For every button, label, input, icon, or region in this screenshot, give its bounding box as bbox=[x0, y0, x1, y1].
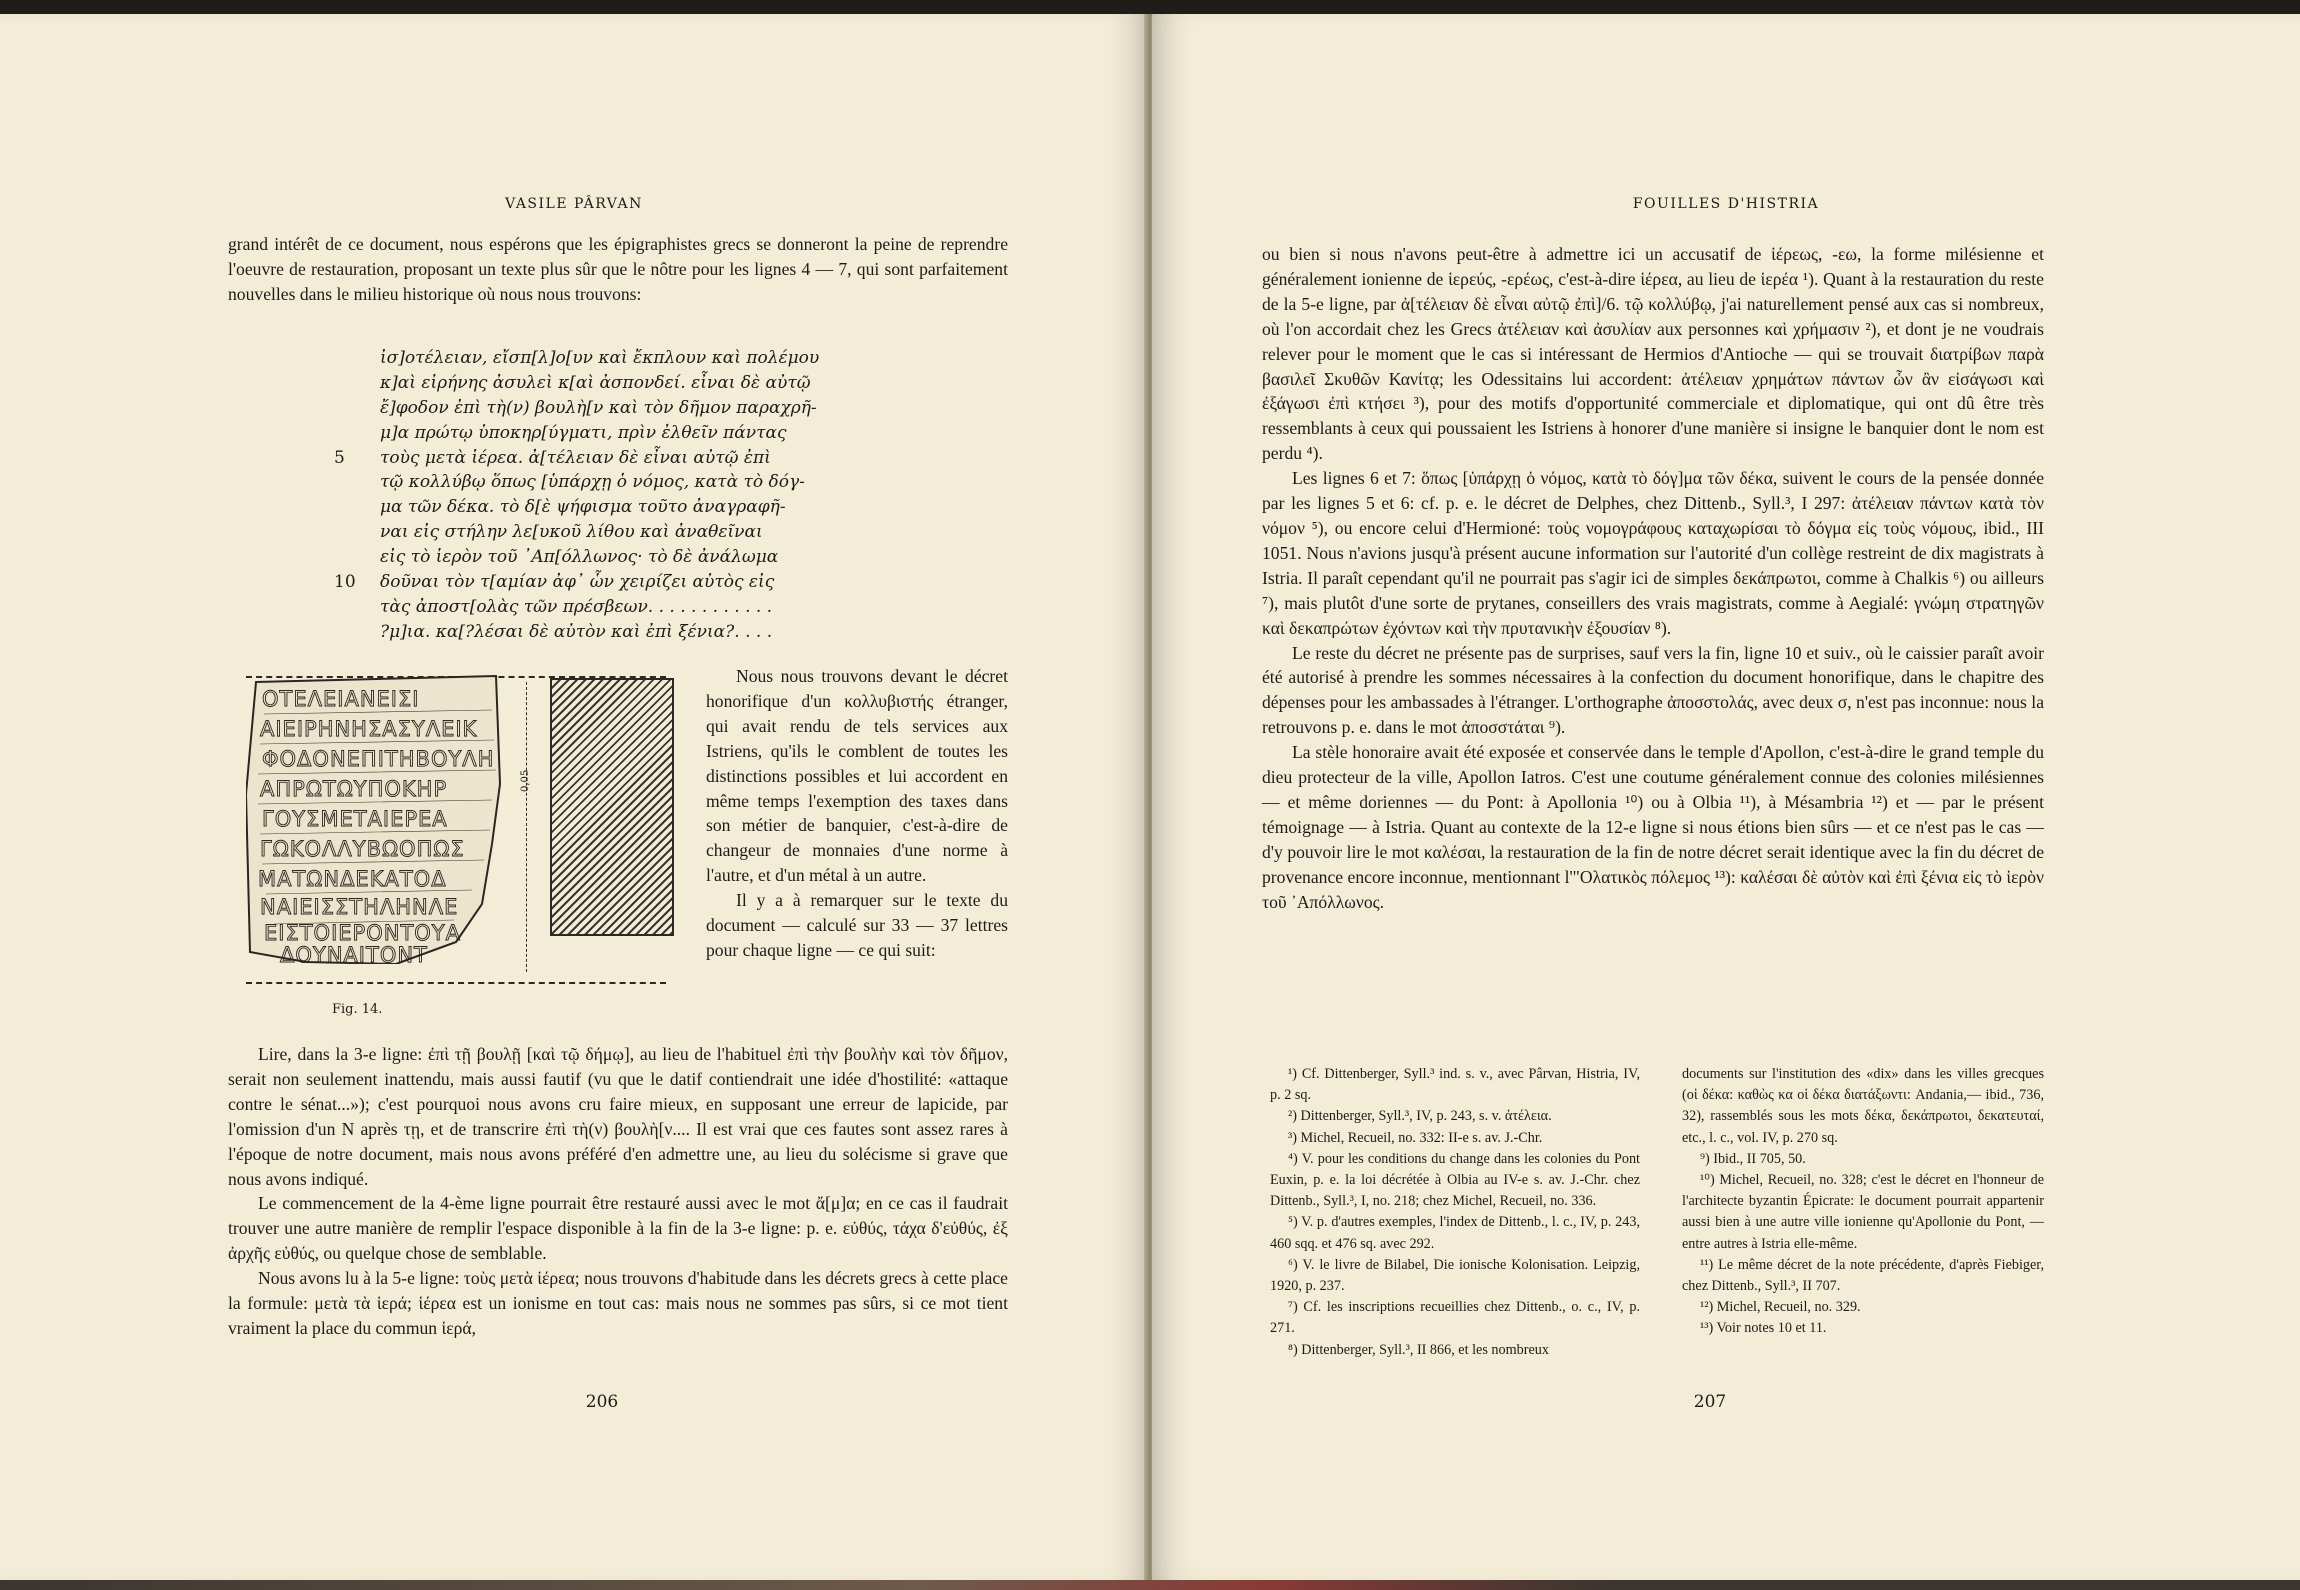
page-number-right: 207 bbox=[1693, 1392, 1727, 1412]
line-text: τὰς ἀποστ[ολὰς τῶν πρέσβεων. . . . . . . . . . . . bbox=[380, 596, 773, 617]
left-page bbox=[0, 14, 1148, 1580]
footnote: documents sur l'institution des «dix» dans les villes grecques (οἱ δέκα: καθὼς κα οἱ δέκα διατάξωντι: Andania,— ibid., 736, 32), rassemblés sous les mots δέκα, δεκάπρωτοι, δεκατευταί, etc., l. c., vol. IV, p. 270 sq. bbox=[1682, 1066, 2044, 1146]
right-body-text bbox=[1262, 242, 2044, 914]
svg-text:ΔΟΥΝΑΙΤΟΝΤ: ΔΟΥΝΑΙΤΟΝΤ bbox=[280, 943, 428, 964]
svg-text:ΓΟΥΣΜΕΤΑΙΕΡΕΑ: ΓΟΥΣΜΕΤΑΙΕΡΕΑ bbox=[262, 807, 448, 831]
inscription-line bbox=[334, 570, 820, 595]
line-text: τῷ κολλύβῳ ὅπως [ὑπάρχῃ ὁ νόμος, κατὰ τὸ δόγ- bbox=[380, 472, 805, 493]
running-head-right: FOUILLES D'HISTRIA bbox=[1632, 196, 1820, 212]
inscription-stone-drawing bbox=[246, 674, 504, 964]
footnote: ⁵) V. p. d'autres exemples, l'index de Dittenb., l. c., IV, p. 243, 460 sqq. et 476 sq. avec 292. bbox=[1270, 1214, 1640, 1252]
footnote: ⁶) V. le livre de Bilabel, Die ionische Kolonisation. Leipzig, 1920, p. 237. bbox=[1270, 1256, 1640, 1295]
footnote: ¹¹) Le même décret de la note précédente, d'après Fiebiger, chez Dittenb., Syll.³, II 707. bbox=[1682, 1256, 2044, 1295]
paragraph: Lire, dans la 3-e ligne: ἐπὶ τῇ βουλῇ [καὶ τῷ δήμῳ], au lieu de l'habituel ἐπὶ τὴν βουλὴν καὶ τὸν δῆμον, serait non seulement inattendu, mais aussi fautif (vu que le datif contiendrait une idée d'hostilité: «attaque contre le sénat...»); c'est pourquoi nous avons cru faire mieux, en supposant une erreur de lapicide, par l'omission d'un N après τῃ, et de transcrire ἐπὶ τὴ(ν) βουλὴ[ν.... Il est vrai que ces fautes sont assez rares à l'époque de notre document, mais nous avons préféré d'en admettre une, au lieu du solécisme si grave que nous avons indiqué. bbox=[228, 1044, 1008, 1189]
bottom-edge bbox=[0, 1580, 2300, 1590]
line-text: τοὺς μετὰ ἱέρεα. ἀ[τέλειαν δὲ εἶναι αὐτῷ ἐπὶ bbox=[380, 447, 771, 468]
svg-text:ΑΠΡΩΤΩΥΠΟΚΗΡ: ΑΠΡΩΤΩΥΠΟΚΗΡ bbox=[260, 777, 448, 801]
inscription-line bbox=[380, 470, 820, 495]
line-number: 5 bbox=[334, 447, 345, 468]
svg-text:ΑΙΕΙΡΗΝΗΣΑΣΥΛΕΙΚ: ΑΙΕΙΡΗΝΗΣΑΣΥΛΕΙΚ bbox=[260, 717, 478, 741]
figure-side-text bbox=[706, 664, 1008, 963]
svg-text:ΝΑΙΕΙΣΣΤΗΛΗΝΛΕ: ΝΑΙΕΙΣΣΤΗΛΗΝΛΕ bbox=[260, 895, 459, 919]
running-head-left: VASILE PÂRVAN bbox=[505, 196, 643, 212]
inscription-line bbox=[380, 620, 820, 645]
footnote: ⁴) V. pour les conditions du change dans les colonies du Pont Euxin, p. e. la loi décrétée à Olbia au IV-e s. av. J.-Chr. chez Dittenb., Syll.³, I, no. 218; chez Michel, Recueil, no. 336. bbox=[1270, 1150, 1640, 1210]
inscription-line bbox=[380, 545, 820, 570]
line-text: ναι εἰς στήλην λε[υκοῦ λίθου καὶ ἀναθεῖναι bbox=[380, 522, 763, 543]
svg-text:ΕΙΣΤΟΙΕΡΟΝΤΟΥΑ: ΕΙΣΤΟΙΕΡΟΝΤΟΥΑ bbox=[264, 921, 462, 945]
top-edge bbox=[0, 0, 2300, 14]
intro-paragraph: grand intérêt de ce document, nous espérons que les épigraphistes grecs se donneront la peine de reprendre l'oeuvre de restauration, proposant un texte plus sûr que le nôtre pour les lignes 4 — 7, qui sont parfaitement nouvelles dans le milieu historique où nous nous trouvons: bbox=[228, 234, 1008, 304]
line-text: δοῦναι τὸν τ[αμίαν ἀφ᾿ ὧν χειρίζει αὐτὸς εἰς bbox=[380, 572, 775, 593]
line-text: ἰσ]οτέλειαν, εἴσπ[λ]ο[υν καὶ ἔκπλουν καὶ πολέμου bbox=[380, 348, 820, 368]
footnote: ¹⁰) Michel, Recueil, no. 328; c'est le décret en l'honneur de l'architecte byzantin Épicrate: le document pourrait appartenir aussi bien à une autre ville ionienne qu'Apollonie du Pont, — entre autres à Istria elle-même. bbox=[1682, 1172, 2044, 1252]
inscription-line bbox=[380, 495, 820, 520]
paragraph: Il y a à remarquer sur le texte du document — calculé sur 33 — 37 lettres pour chaque ligne — ce qui suit: bbox=[706, 890, 1008, 960]
svg-text:ΦΟΔΟΝΕΠΙΤΗΒΟΥΛΗ: ΦΟΔΟΝΕΠΙΤΗΒΟΥΛΗ bbox=[262, 747, 495, 771]
figure-divider bbox=[526, 682, 527, 972]
inscription-line bbox=[380, 396, 820, 421]
svg-text:ΜΑΤΩΝΔΕΚΑΤΟΔ: ΜΑΤΩΝΔΕΚΑΤΟΔ bbox=[258, 867, 447, 891]
figure-scale-label: 0,05 bbox=[520, 769, 531, 792]
footnote: ⁷) Cf. les inscriptions recueillies chez Dittenb., o. c., IV, p. 271. bbox=[1270, 1299, 1640, 1337]
line-text: εἰς τὸ ἱερὸν τοῦ ᾿Απ[όλλωνος· τὸ δὲ ἀνάλωμα bbox=[380, 547, 779, 568]
inscription-line bbox=[380, 595, 820, 620]
paragraph: Le reste du décret ne présente pas de surprises, sauf vers la fin, ligne 10 et suiv., où le caissier paraît avoir été autorisé à prendre les sommes nécessaires à la confection du document honorifique, dans le chapitre des dépenses pour les ambassades à l'étranger. L'orthographe ἀποσστολάς, avec deux σ, n'est pas inconnue: nous la retrouvons p. e. dans le mot ἀποσστάται ⁹). bbox=[1262, 642, 2044, 738]
svg-text:ΟΤΕΛΕΙΑΝΕΙΣΙ: ΟΤΕΛΕΙΑΝΕΙΣΙ bbox=[262, 687, 420, 711]
figure-14 bbox=[232, 672, 680, 1017]
footnote: ¹²) Michel, Recueil, no. 329. bbox=[1700, 1299, 1861, 1316]
inscription-line bbox=[380, 421, 820, 446]
footnote: ³) Michel, Recueil, no. 332: II-e s. av. J.-Chr. bbox=[1288, 1129, 1543, 1146]
line-number: 10 bbox=[334, 572, 356, 593]
page-number-left: 206 bbox=[585, 1392, 619, 1412]
right-page bbox=[1152, 14, 2300, 1580]
inscription-line bbox=[334, 446, 820, 471]
stone-side-view-hatched bbox=[550, 678, 674, 936]
footnote: ¹³) Voir notes 10 et 11. bbox=[1700, 1320, 1827, 1337]
footnote: ⁸) Dittenberger, Syll.³, II 866, et les nombreux bbox=[1288, 1341, 1549, 1358]
line-text: κ]αὶ εἰρήνης ἀσυλεὶ κ[αὶ ἀσπονδεί. εἶναι δὲ αὐτῷ bbox=[380, 372, 811, 393]
line-text: μα τῶν δέκα. τὸ δ[ὲ ψήφισμα τοῦτο ἀναγραφῆ- bbox=[380, 497, 786, 518]
figure-dashed-bottom bbox=[246, 982, 666, 984]
footnote: ²) Dittenberger, Syll.³, IV, p. 243, s. v. ἀτέλεια. bbox=[1288, 1108, 1552, 1125]
footnotes-column-right bbox=[1682, 1064, 2044, 1340]
figure-caption: Fig. 14. bbox=[332, 1002, 383, 1017]
svg-text:ΓΩΚΟΛΛΥΒΩΟΠΩΣ: ΓΩΚΟΛΛΥΒΩΟΠΩΣ bbox=[260, 837, 465, 861]
greek-inscription-text bbox=[334, 346, 820, 645]
footnote: ⁹) Ibid., II 705, 50. bbox=[1700, 1150, 1806, 1167]
paragraph: Le commencement de la 4-ème ligne pourrait être restauré aussi avec le mot ἄ[μ]α; en ce cas il faudrait trouver une autre manière de remplir l'espace disponible à la fin de la 3-e ligne: p. e. εὐθύς, τάχα δ'εὐθύς, ἐξ ἀρχῆς εὐθύς, ou quelque chose de semblable. bbox=[228, 1193, 1008, 1264]
inscription-line bbox=[380, 520, 820, 545]
paragraph: La stèle honoraire avait été exposée et conservée dans le temple d'Apollon, c'est-à-dire le grand temple du dieu protecteur de la ville, Apollon Iatros. C'est une coutume généralement connue des colonies milésiennes — et même doriennes — du Pont: à Apollonia ¹⁰) ou à Olbia ¹¹), à Mésambria ¹²) et — par le présent témoignage — à Istria. Quant au contexte de la 12-e ligne si nous étions bien sûrs — et ce n'est pas le cas — d'y pouvoir lire le mot καλέσαι, la restauration de la fin de notre décret serait identique avec la fin du décret de provenance encore inconnue, mentionnant l'"Ολατικὸς πόλεμος ¹³): καλέσαι δὲ αὐτὸν καὶ ἐπὶ ξένια εἰς τὸ ἱερὸν τοῦ ᾿Απόλλωνος. bbox=[1262, 742, 2044, 912]
left-body-text bbox=[228, 1042, 1008, 1341]
footnotes-column-left bbox=[1270, 1064, 1640, 1361]
inscription-line bbox=[380, 346, 820, 371]
line-text: ἔ]φοδον ἐπὶ τὴ(ν) βουλὴ[ν καὶ τὸν δῆμον παραχρῆ- bbox=[380, 397, 817, 418]
line-text: μ]α πρώτῳ ὑποκηρ[ύγματι, πρὶν ἐλθεῖν πάντας bbox=[380, 422, 787, 443]
paragraph: Les lignes 6 et 7: ὅπως [ὑπάρχῃ ὁ νόμος, κατὰ τὸ δόγ]μα τῶν δέκα, suivent le cours de la pensée donnée par les lignes 5 et 6: cf. p. e. le décret de Delphes, chez Dittenb., Syll.³, I 297: ἀτέλειαν πάντων κατὰ τὸν νόμον ⁵), ou encore celui d'Hermioné: τοὺς νομογράφους καταχωρίσαι τὸ δόγμα εἰς τοὺς νόμους, ibid., III 1051. Nous n'avions jusqu'à présent aucune information sur l'autorité d'un collège restreint de dix magistrats à Istria. Il paraît cependant qu'il ne pourrait pas s'agir ici de simples δεκάπρωτοι, comme à Chalkis ⁶) ou ailleurs ⁷), mais plutôt d'une sorte de prytanes, conseillers des vrais magistrats, comme à Aegialé: γνώμη στρατηγῶν καὶ δεκαπρώτων ἐχόντων καὶ τὴν πρυτανικὴν ἐξουσίαν ⁸). bbox=[1262, 468, 2044, 638]
line-text: ?μ]ια. κα[?λέσαι δὲ αὐτὸν καὶ ἐπὶ ξένια?. . . . bbox=[380, 621, 773, 642]
inscription-line bbox=[380, 371, 820, 396]
paragraph: Nous avons lu à la 5-e ligne: τοὺς μετὰ ἱέρεα; nous trouvons d'habitude dans les décrets grecs à cette place la formule: μετὰ τὰ ἱερά; ἱέρεα est un ionisme en tout cas: mais nous ne sommes pas sûrs, si ce mot tient vraiment la place du commun ἱερά, bbox=[228, 1268, 1008, 1338]
footnote: ¹) Cf. Dittenberger, Syll.³ ind. s. v., avec Pârvan, Histria, IV, p. 2 sq. bbox=[1270, 1066, 1640, 1104]
paragraph: Nous nous trouvons devant le décret honorifique d'un κολλυβιστής étranger, qui avait rendu de tels services aux Istriens, qu'ils le comblent de toutes les distinctions possibles et lui accordent en même temps l'exemption des taxes dans son métier de banquier, c'est-à-dire de changeur de monnaies d'une norme à l'autre, et d'un métal à un autre. bbox=[706, 666, 1008, 886]
paragraph: ou bien si nous n'avons peut-être à admettre ici un accusatif de ἱέρεως, -εω, la forme milésienne et généralement ionienne de ἱερεύς, -ερέως, c'est-à-dire ἱέρεα, au lieu de ἱερέα ¹). Quant à la restauration du reste de la 5-e ligne, par ἀ[τέλειαν δὲ εἶναι αὐτῷ ἐπὶ]/6. τῷ κολλύβῳ, j'ai naturellement pensé aux cas si nombreux, où l'on accordait chez les Grecs ἀτέλειαν καὶ ἀσυλίαν aux personnes καὶ χρήμασιν ²), et dont je ne voudrais relever pour le moment que le cas si intéressant de Hermios d'Antioche — qui se trouvait διατρίβων παρὰ βασιλεῖ Σκυθῶν Κανίτᾳ; les Odessitains lui accordent: ἀτέλειαν χρημάτων πάντων ὧν ἂν εἰσάγωσι καὶ ἐξάγωσι ἐπὶ κτήσει ³), pour des motifs d'opportunité commerciale et diplomatique, qui ont dû être très ressemblants à ceux qui poussaient les Istriens à honorer d'une manière si insigne le banquier dont le nom est perdu ⁴). bbox=[1262, 244, 2044, 464]
